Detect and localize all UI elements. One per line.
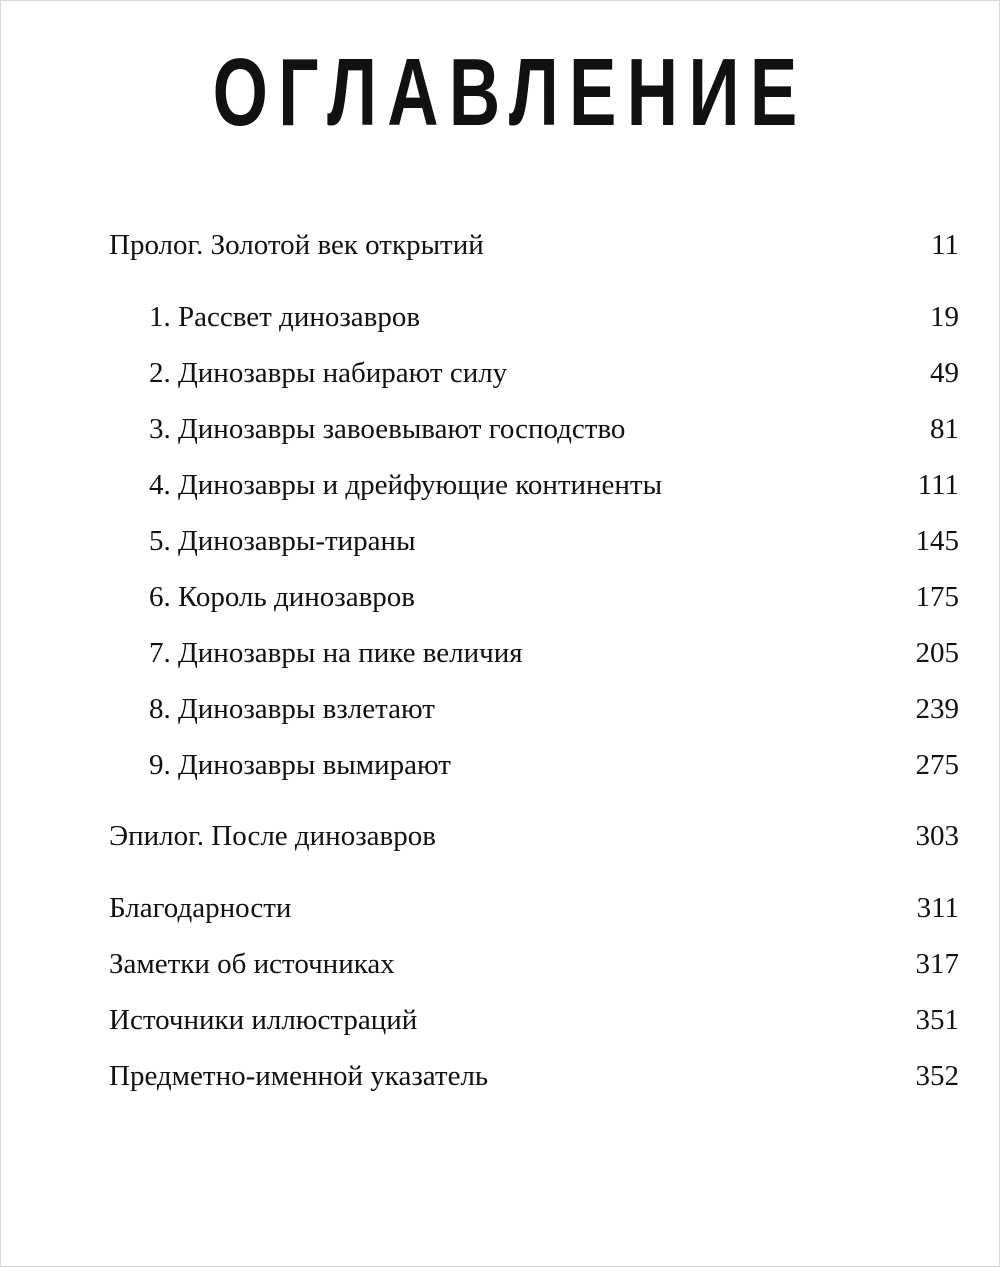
toc-entry-epilogue xyxy=(109,816,959,856)
toc-entry-chapter-4 xyxy=(109,465,959,505)
toc-entry-source-notes xyxy=(109,944,959,984)
toc-entry-label: 7. Динозавры на пике величия xyxy=(149,637,523,669)
toc-entry-chapter-2 xyxy=(109,353,959,393)
toc-entry-page: 317 xyxy=(915,948,959,980)
page-title: ОГЛАВЛЕНИЕ xyxy=(212,39,808,146)
toc-entry-label: 4. Динозавры и дрейфующие континенты xyxy=(149,469,663,501)
toc-entry-page: 19 xyxy=(930,301,959,333)
toc-entry-chapter-9 xyxy=(109,745,959,785)
toc-entry-label: Благодарности xyxy=(109,892,292,924)
toc-entry-page: 311 xyxy=(916,892,959,924)
toc-entry-label: 8. Динозавры взлетают xyxy=(149,693,435,725)
toc-entry-label: 5. Динозавры-тираны xyxy=(149,525,416,557)
toc-entry-label: Пролог. Золотой век открытий xyxy=(109,229,484,261)
toc-entry-label: 3. Динозавры завоевывают господство xyxy=(149,413,626,445)
toc-entry-page: 145 xyxy=(915,525,959,557)
toc-entry-label: 1. Рассвет динозавров xyxy=(149,301,421,333)
toc-entry-page: 351 xyxy=(915,1004,959,1036)
toc-entry-label: 9. Динозавры вымирают xyxy=(149,749,451,781)
toc-entry-page: 175 xyxy=(915,581,959,613)
toc-entry-chapter-8 xyxy=(109,689,959,729)
toc-entry-prologue xyxy=(109,225,959,265)
toc-entry-chapter-1 xyxy=(109,297,959,337)
toc-entry-index xyxy=(109,1056,959,1096)
toc-entry-label: Эпилог. После динозавров xyxy=(109,820,436,852)
toc-entry-label: Заметки об источниках xyxy=(109,948,395,980)
toc-entry-acknowledgements xyxy=(109,888,959,928)
toc-entry-chapter-5 xyxy=(109,521,959,561)
toc-entry-page: 81 xyxy=(930,413,959,445)
toc-entry-label: 6. Король динозавров xyxy=(149,581,415,613)
toc-entry-page: 49 xyxy=(930,357,959,389)
toc-entry-page: 239 xyxy=(915,693,959,725)
toc-entry-chapter-3 xyxy=(109,409,959,449)
toc-entry-page: 11 xyxy=(931,229,959,261)
toc-entry-chapter-6 xyxy=(109,577,959,617)
toc-entry-label: 2. Динозавры набирают силу xyxy=(149,357,508,389)
toc-entry-chapter-7 xyxy=(109,633,959,673)
toc-entry-label: Источники иллюстраций xyxy=(109,1004,418,1036)
toc-entry-label: Предметно-именной указатель xyxy=(109,1060,489,1092)
toc-entry-page: 205 xyxy=(915,637,959,669)
toc-entry-page: 275 xyxy=(915,749,959,781)
toc-entry-illustration-credits xyxy=(109,1000,959,1040)
toc-entry-page: 303 xyxy=(915,820,959,852)
toc-entry-page: 111 xyxy=(917,469,959,501)
toc-entry-page: 352 xyxy=(915,1060,959,1092)
